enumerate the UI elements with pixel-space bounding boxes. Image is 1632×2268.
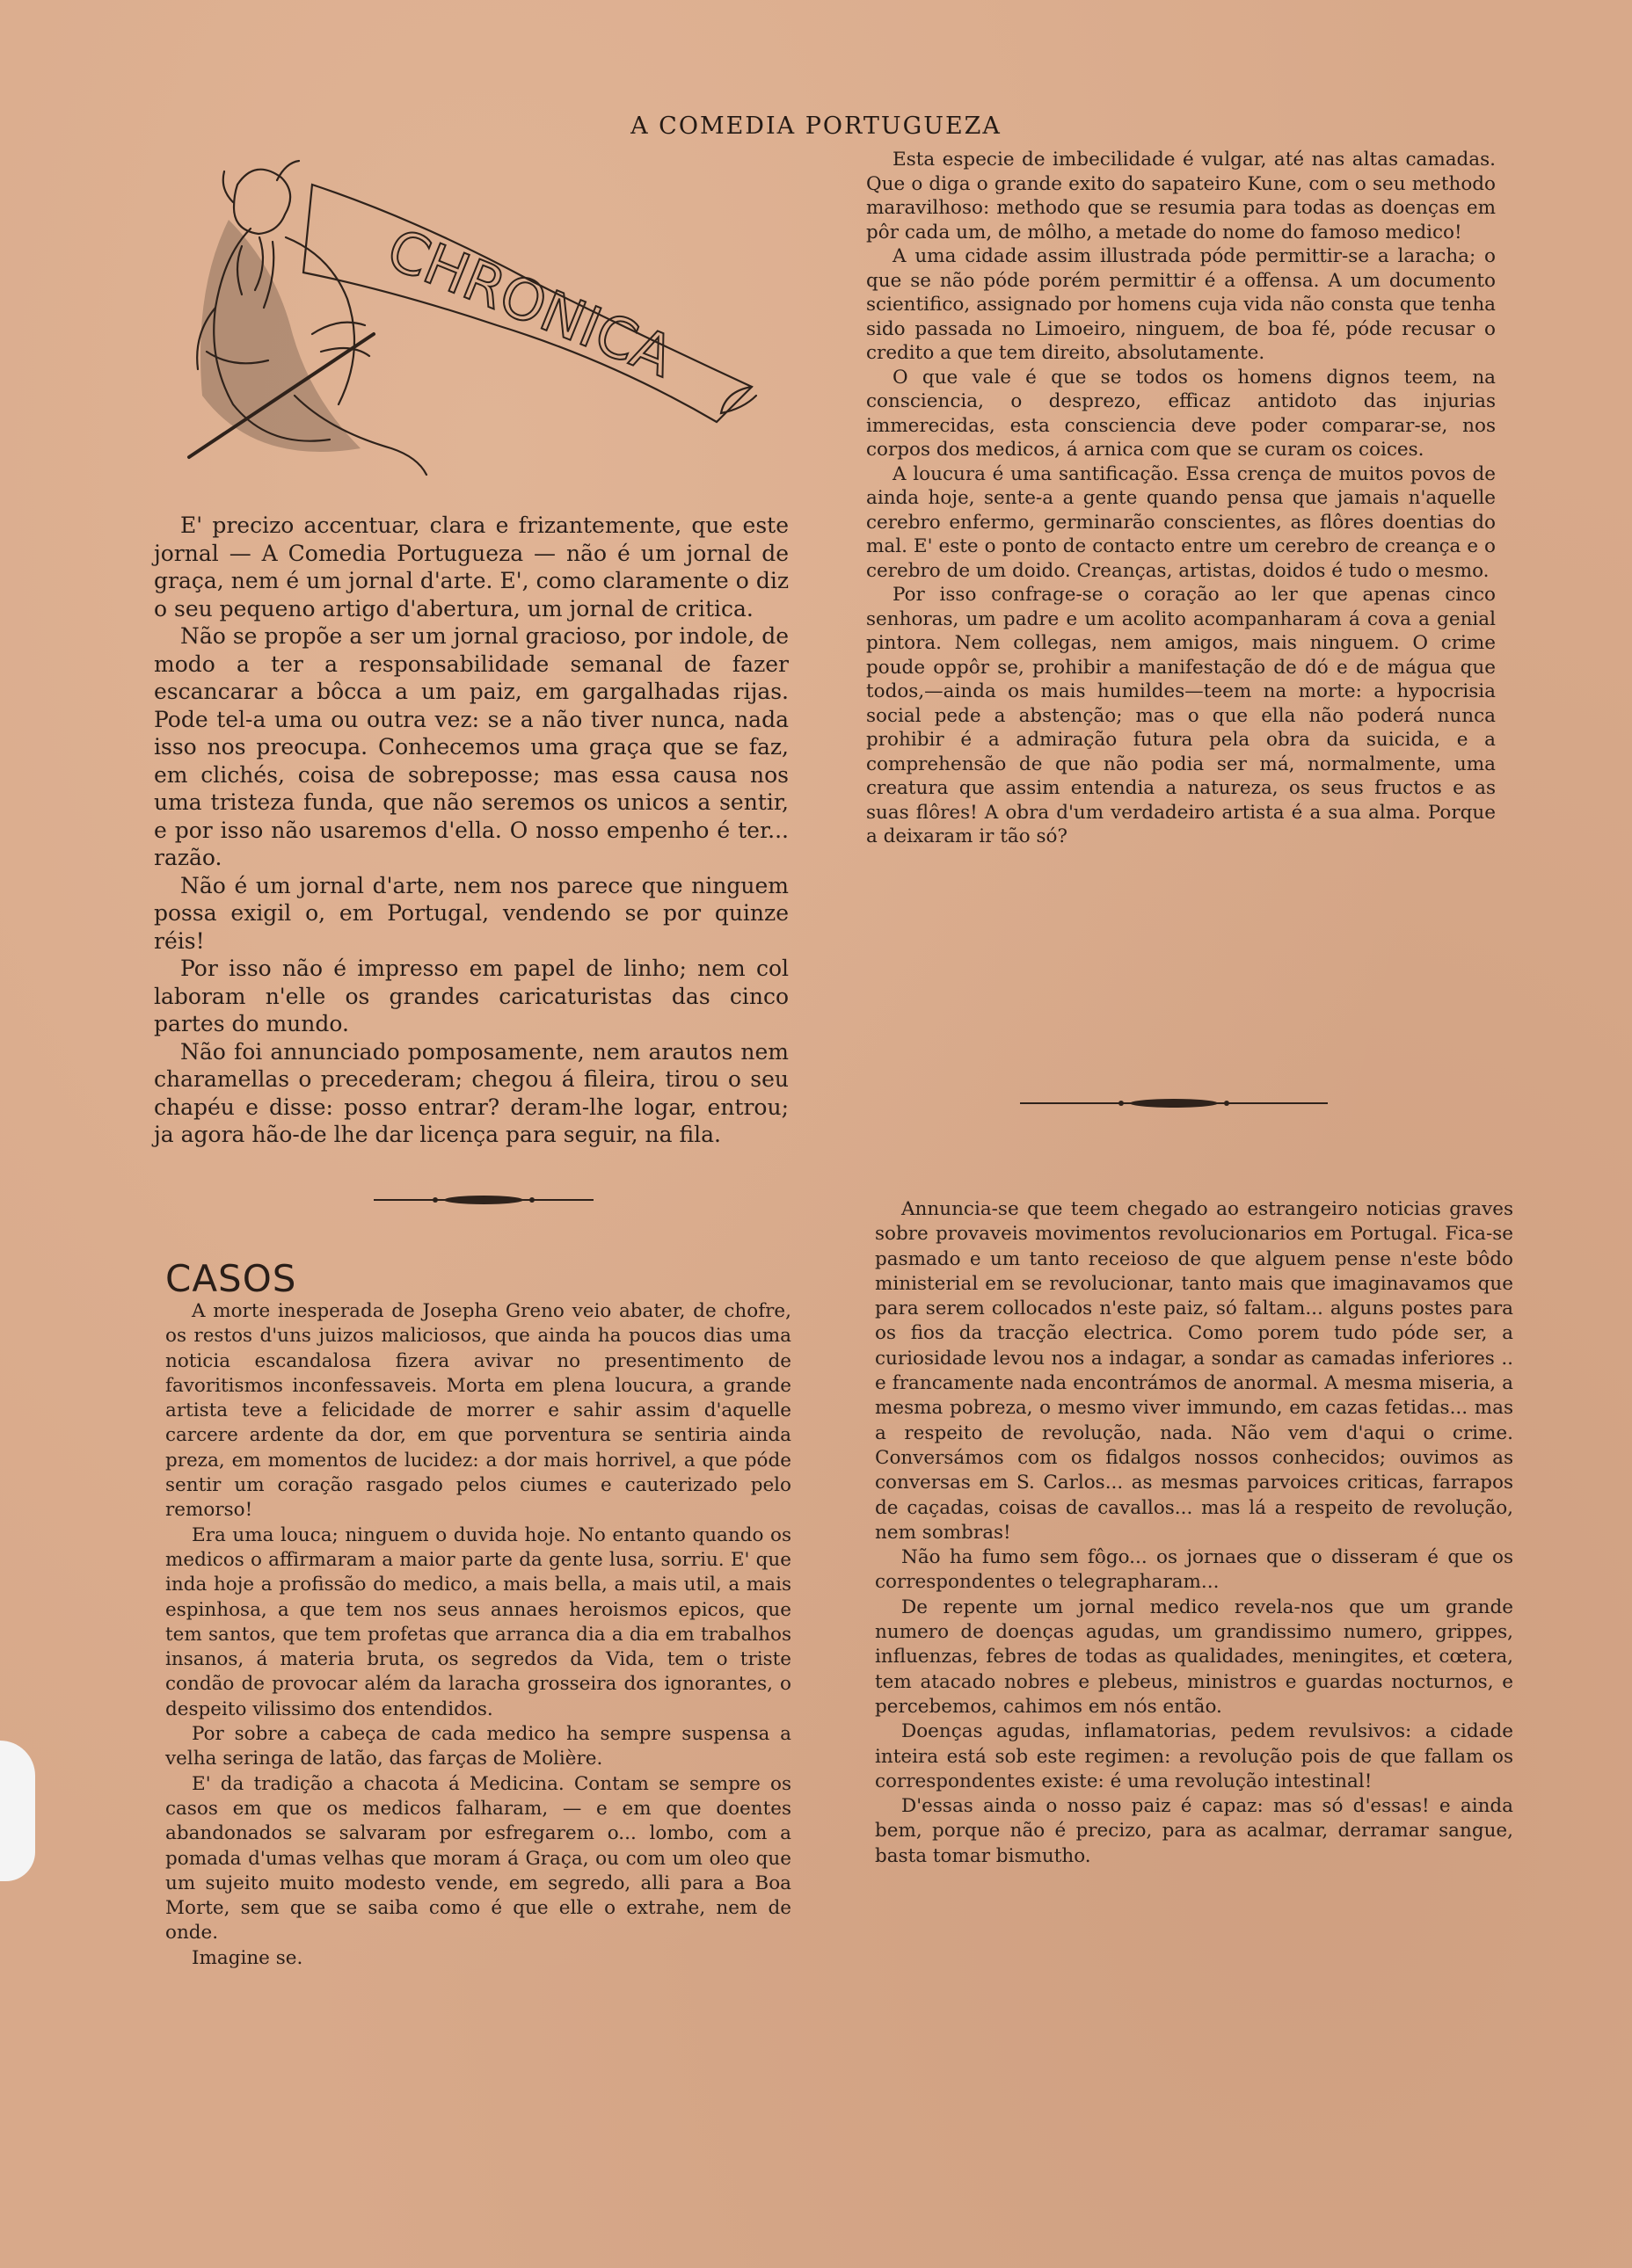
chronica-right-column <box>866 148 1496 849</box>
casos-right-column <box>875 1197 1513 1869</box>
chronica-illustration <box>154 132 769 510</box>
torn-edge <box>0 1741 35 1881</box>
paragraph: A uma cidade assim illustrada póde permittir-se a laracha; o que se não póde porém permittir é a offensa. A um documento scientifico, assignado por homens cuja vida não consta que tenha sido passada no Limoeiro, ninguem, de boa fé, póde recusar o credito a que tem direito, absolutamente. <box>866 245 1496 364</box>
paragraph: A loucura é uma santificação. Essa crença de muitos povos de ainda hoje, sente-a a gente quando pensa que jamais n'aquelle cerebro enfermo, germinarão conscientes, as flôres doentias do mal. E' este o ponto de contacto entre um cerebro de creança e o cerebro de um doido. Creanças, artistas, doidos é tudo o mesmo. <box>866 462 1496 582</box>
banner-text: CHRONICA <box>378 217 682 391</box>
paragraph: Por sobre a cabeça de cada medico ha sempre suspensa a velha seringa de latão, das farças de Molière. <box>165 1723 791 1770</box>
paragraph: O que vale é que se todos os homens dignos teem, na consciencia, o desprezo, efficaz antidoto das injurias immerecidas, esta consciencia deve poder comparar-se, nos corpos dos medicos, á arnica com que se curam os coices. <box>866 366 1496 461</box>
casos-left-column <box>165 1299 791 1971</box>
paragraph: Doenças agudas, inflamatorias, pedem revulsivos: a cidade inteira está sob este regimen: a revolução pois de que fallam os correspondentes existe: é uma revolução intestinal! <box>875 1720 1513 1792</box>
paragraph: Imagine se. <box>192 1946 303 1969</box>
paragraph: E' da tradição a chacota á Medicina. Contam se sempre os casos em que os medicos falharam, — e em que doentes abandonados se salvaram por esfregarem o... lombo, com a pomada d'umas velhas que moram á Graça, ou com um oleo que um sujeito muito modesto vende, em segredo, alli para a Boa Morte, sem que se saiba como é que elle o extrahe, nem de onde. <box>165 1772 791 1945</box>
ornament-divider <box>374 1191 594 1209</box>
chronica-left-column <box>154 512 789 1149</box>
paragraph: Esta especie de imbecilidade é vulgar, até nas altas camadas. Que o diga o grande exito do sapateiro Kune, com o seu methodo maravilhoso: methodo que se resumia para todas as doenças em pôr cada um, de môlho, a metade do nome do famoso medico! <box>866 149 1496 244</box>
paragraph: Era uma louca; ninguem o duvida hoje. No entanto quando os medicos o affirmaram a maior parte da gente lusa, sorriu. E' que inda hoje a profissão do medico, a mais bella, a mais util, a mais espinhosa, a que tem nos seus annaes heroismos epicos, que tem santos, que tem profetas que arranca dia a dia em trabalhos insanos, á materia bruta, os segredos da Vida, tem o triste condão de provocar além da laracha grosseira dos ignorantes, o despeito vilissimo dos entendidos. <box>165 1523 791 1720</box>
paragraph: Não foi annunciado pomposamente, nem arautos nem charamellas o precederam; chegou á fileira, tirou o seu chapéu e disse: posso entrar? deram-lhe logar, entrou; ja agora hão-de lhe dar licença para seguir, na fila. <box>154 1038 789 1147</box>
paragraph: Não ha fumo sem fôgo... os jornaes que o disseram é que os correspondentes o telegrapharam... <box>875 1546 1513 1594</box>
paragraph: A morte inesperada de Josepha Greno veio abater, de chofre, os restos d'uns juizos maliciosos, que ainda ha poucos dias uma noticia escandalosa fizera avivar no presentimento de favoritismos inconfessaveis. Morta em plena loucura, a grande artista teve a felicidade de morrer e sahir assim d'aquelle carcere ardente da dor, em que porventura se sentiria ainda preza, em momentos de lucidez: a dor mais horrivel, a que póde sentir um coração rasgado pelos ciumes e cauterizado pelo remorso! <box>165 1300 791 1522</box>
page-header: A COMEDIA PORTUGUEZA <box>630 113 1002 140</box>
paragraph: De repente um jornal medico revela-nos que um grande numero de doenças agudas, um grandissimo numero, grippes, influenzas, febres de todas as qualidades, meningites, et cœtera, tem atacado nobres e plebeus, ministros e guardas nocturnos, e percebemos, cahimos em nós então. <box>875 1596 1513 1718</box>
paragraph: Annuncia-se que teem chegado ao estrangeiro noticias graves sobre provaveis movimentos revolucionarios em Portugal. Fica-se pasmado e um tanto receioso de que alguem pense n'este bôdo ministerial em se revolucionar, tanto mais que imaginavamos que para serem collocados n'este paiz, só faltam... alguns postes para os fios da tracção electrica. Como porem tudo póde ser, a curiosidade levou nos a indagar, a sondar as camadas inferiores .. e francamente nada encontrámos de anormal. A mesma miseria, a mesma pobreza, o mesmo viver immundo, em cazas fetidas... mas a respeito de revolução, nada. Não vem d'aqui o crime. Conversámos com os fidalgos nossos conhecidos; ouvimos as conversas em S. Carlos... as mesmas parvoices criticas, farrapos de caçadas, coisas de cavallos... mas lá a respeito de revolução, nem sombras! <box>875 1198 1513 1544</box>
paragraph: Não se propõe a ser um jornal gracioso, por indole, de modo a ter a responsabilidade semanal de fazer escancarar a bôcca a um paiz, em gargalhadas rijas. Pode tel-a uma ou outra vez: se a não tiver nunca, nada isso nos preocupa. Conhecemos uma graça que se faz, em clichés, coisa de sobreposse; mas essa causa nos uma tristeza funda, que não seremos os unicos a sentir, e por isso não usaremos d'ella. O nosso empenho é ter... razão. <box>154 623 789 870</box>
paragraph: E' precizo accentuar, clara e frizantemente, que este jornal — A Comedia Portugueza — não é um jornal de graça, nem é um jornal d'arte. E', como claramente o diz o seu pequeno artigo d'abertura, um jornal de critica. <box>154 512 789 622</box>
paragraph: Por isso não é impresso em papel de linho; nem col laboram n'elle os grandes caricaturistas das cinco partes do mundo. <box>154 956 789 1036</box>
section-title-casos: CASOS <box>165 1257 297 1300</box>
ornament-divider <box>1020 1094 1328 1112</box>
paragraph: Por isso confrage-se o coração ao ler que apenas cinco senhoras, um padre e um acolito acompanharam á cova a genial pintora. Nem collegas, nem amigos, mais ninguem. O crime poude oppôr se, prohibir a manifestação de dó e de mágua que todos,—ainda os mais humildes—teem na morte: a hypocrisia social pede a abstenção; mas o que ella não poderá nunca prohibir é a admiração futura pela obra da suicida, e a comprehensão de que não podia ser má, normalmente, uma creatura que assim entendia a natureza, os seus fructos e as suas flôres! A obra d'um verdadeiro artista é a sua alma. Porque a deixaram ir tão só? <box>866 584 1496 847</box>
paragraph: D'essas ainda o nosso paiz é capaz: mas só d'essas! e ainda bem, porque não é precizo, para as acalmar, derramar sangue, basta tomar bismutho. <box>875 1795 1513 1867</box>
paragraph: Não é um jornal d'arte, nem nos parece que ninguem possa exigil o, em Portugal, vendendo se por quinze réis! <box>154 872 789 954</box>
